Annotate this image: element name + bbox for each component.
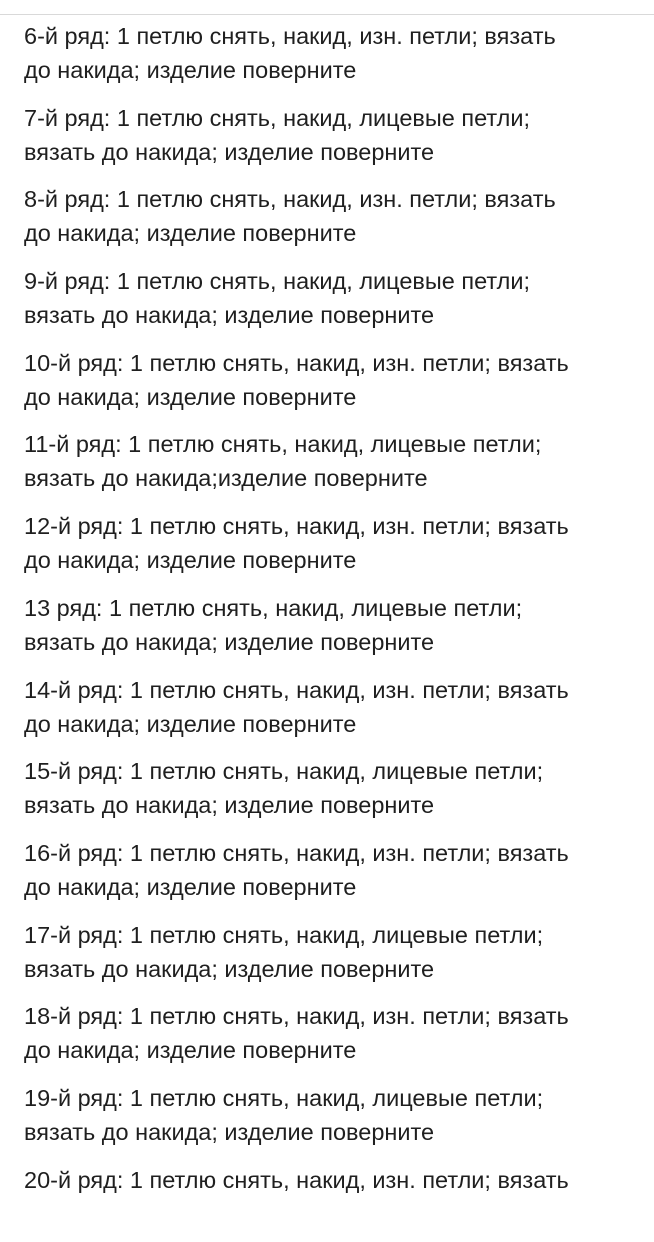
row-instruction-line: вязать до накида; изделие поверните (24, 955, 435, 982)
row-instruction-10 (24, 344, 636, 416)
row-instruction-line: 6-й ряд: 1 петлю снять, накид, изн. петли; вязать (24, 23, 556, 49)
row-instruction-16 (24, 834, 636, 906)
row-instruction-8 (24, 180, 636, 252)
row-instruction-7 (24, 99, 636, 171)
row-instruction-17 (24, 916, 636, 988)
row-instruction-line: 20-й ряд: 1 петлю снять, накид, изн. петли; вязать (24, 1166, 569, 1193)
row-instruction-line: 8-й ряд: 1 петлю снять, накид, изн. петли; вязать (24, 186, 556, 213)
row-instruction-line: вязать до накида; изделие поверните (24, 302, 435, 329)
row-instruction-14 (24, 671, 636, 743)
row-instruction-line: вязать до накида;изделие поверните (24, 465, 428, 492)
row-instruction-line: 15-й ряд: 1 петлю снять, накид, лицевые петли; (24, 758, 544, 785)
row-instruction-line: до накида; изделие поверните (24, 873, 357, 900)
row-instruction-line: до накида; изделие поверните (24, 710, 357, 737)
row-instruction-6 (24, 17, 636, 89)
row-instruction-line: вязать до накида; изделие поверните (24, 1118, 435, 1145)
row-instruction-line: до накида; изделие поверните (24, 220, 357, 247)
row-instruction-line: до накида; изделие поверните (24, 383, 357, 410)
row-instruction-line: до накида; изделие поверните (24, 547, 357, 574)
row-instruction-line: 13 ряд: 1 петлю снять, накид, лицевые петли; (24, 594, 523, 621)
row-instruction-20 (24, 1161, 636, 1233)
row-instruction-line: 12-й ряд: 1 петлю снять, накид, изн. петли; вязать (24, 513, 569, 540)
row-instruction-line: 18-й ряд: 1 петлю снять, накид, изн. петли; вязать (24, 1003, 569, 1030)
row-instruction-19 (24, 1079, 636, 1151)
row-instruction-15 (24, 752, 636, 824)
row-instruction-12 (24, 507, 636, 579)
row-instruction-line: 14-й ряд: 1 петлю снять, накид, изн. петли; вязать (24, 676, 569, 703)
row-instruction-line: 11-й ряд: 1 петлю снять, накид, лицевые петли; (24, 431, 542, 458)
row-instruction-18 (24, 997, 636, 1069)
row-instruction-line: 7-й ряд: 1 петлю снять, накид, лицевые петли; (24, 104, 531, 131)
row-instruction-line: вязать до накида; изделие поверните (24, 792, 435, 819)
article-body (24, 17, 636, 1242)
row-instruction-line: 9-й ряд: 1 петлю снять, накид, лицевые петли; (24, 268, 531, 295)
row-instruction-13 (24, 589, 636, 661)
top-divider (0, 14, 654, 15)
row-instruction-11 (24, 425, 636, 497)
row-instruction-line: 19-й ряд: 1 петлю снять, накид, лицевые петли; (24, 1084, 544, 1111)
row-instruction-line: вязать до накида; изделие поверните (24, 138, 435, 165)
row-instruction-line: 10-й ряд: 1 петлю снять, накид, изн. петли; вязать (24, 349, 569, 376)
row-instruction-line: 16-й ряд: 1 петлю снять, накид, изн. петли; вязать (24, 839, 569, 866)
row-instruction-line: 17-й ряд: 1 петлю снять, накид, лицевые петли; (24, 921, 544, 948)
row-instruction-line: вязать до накида; изделие поверните (24, 628, 435, 655)
row-instruction-9 (24, 262, 636, 334)
row-instruction-line: до накида; изделие поверните (24, 57, 357, 83)
row-instruction-line: до накида; изделие поверните (24, 1037, 357, 1064)
